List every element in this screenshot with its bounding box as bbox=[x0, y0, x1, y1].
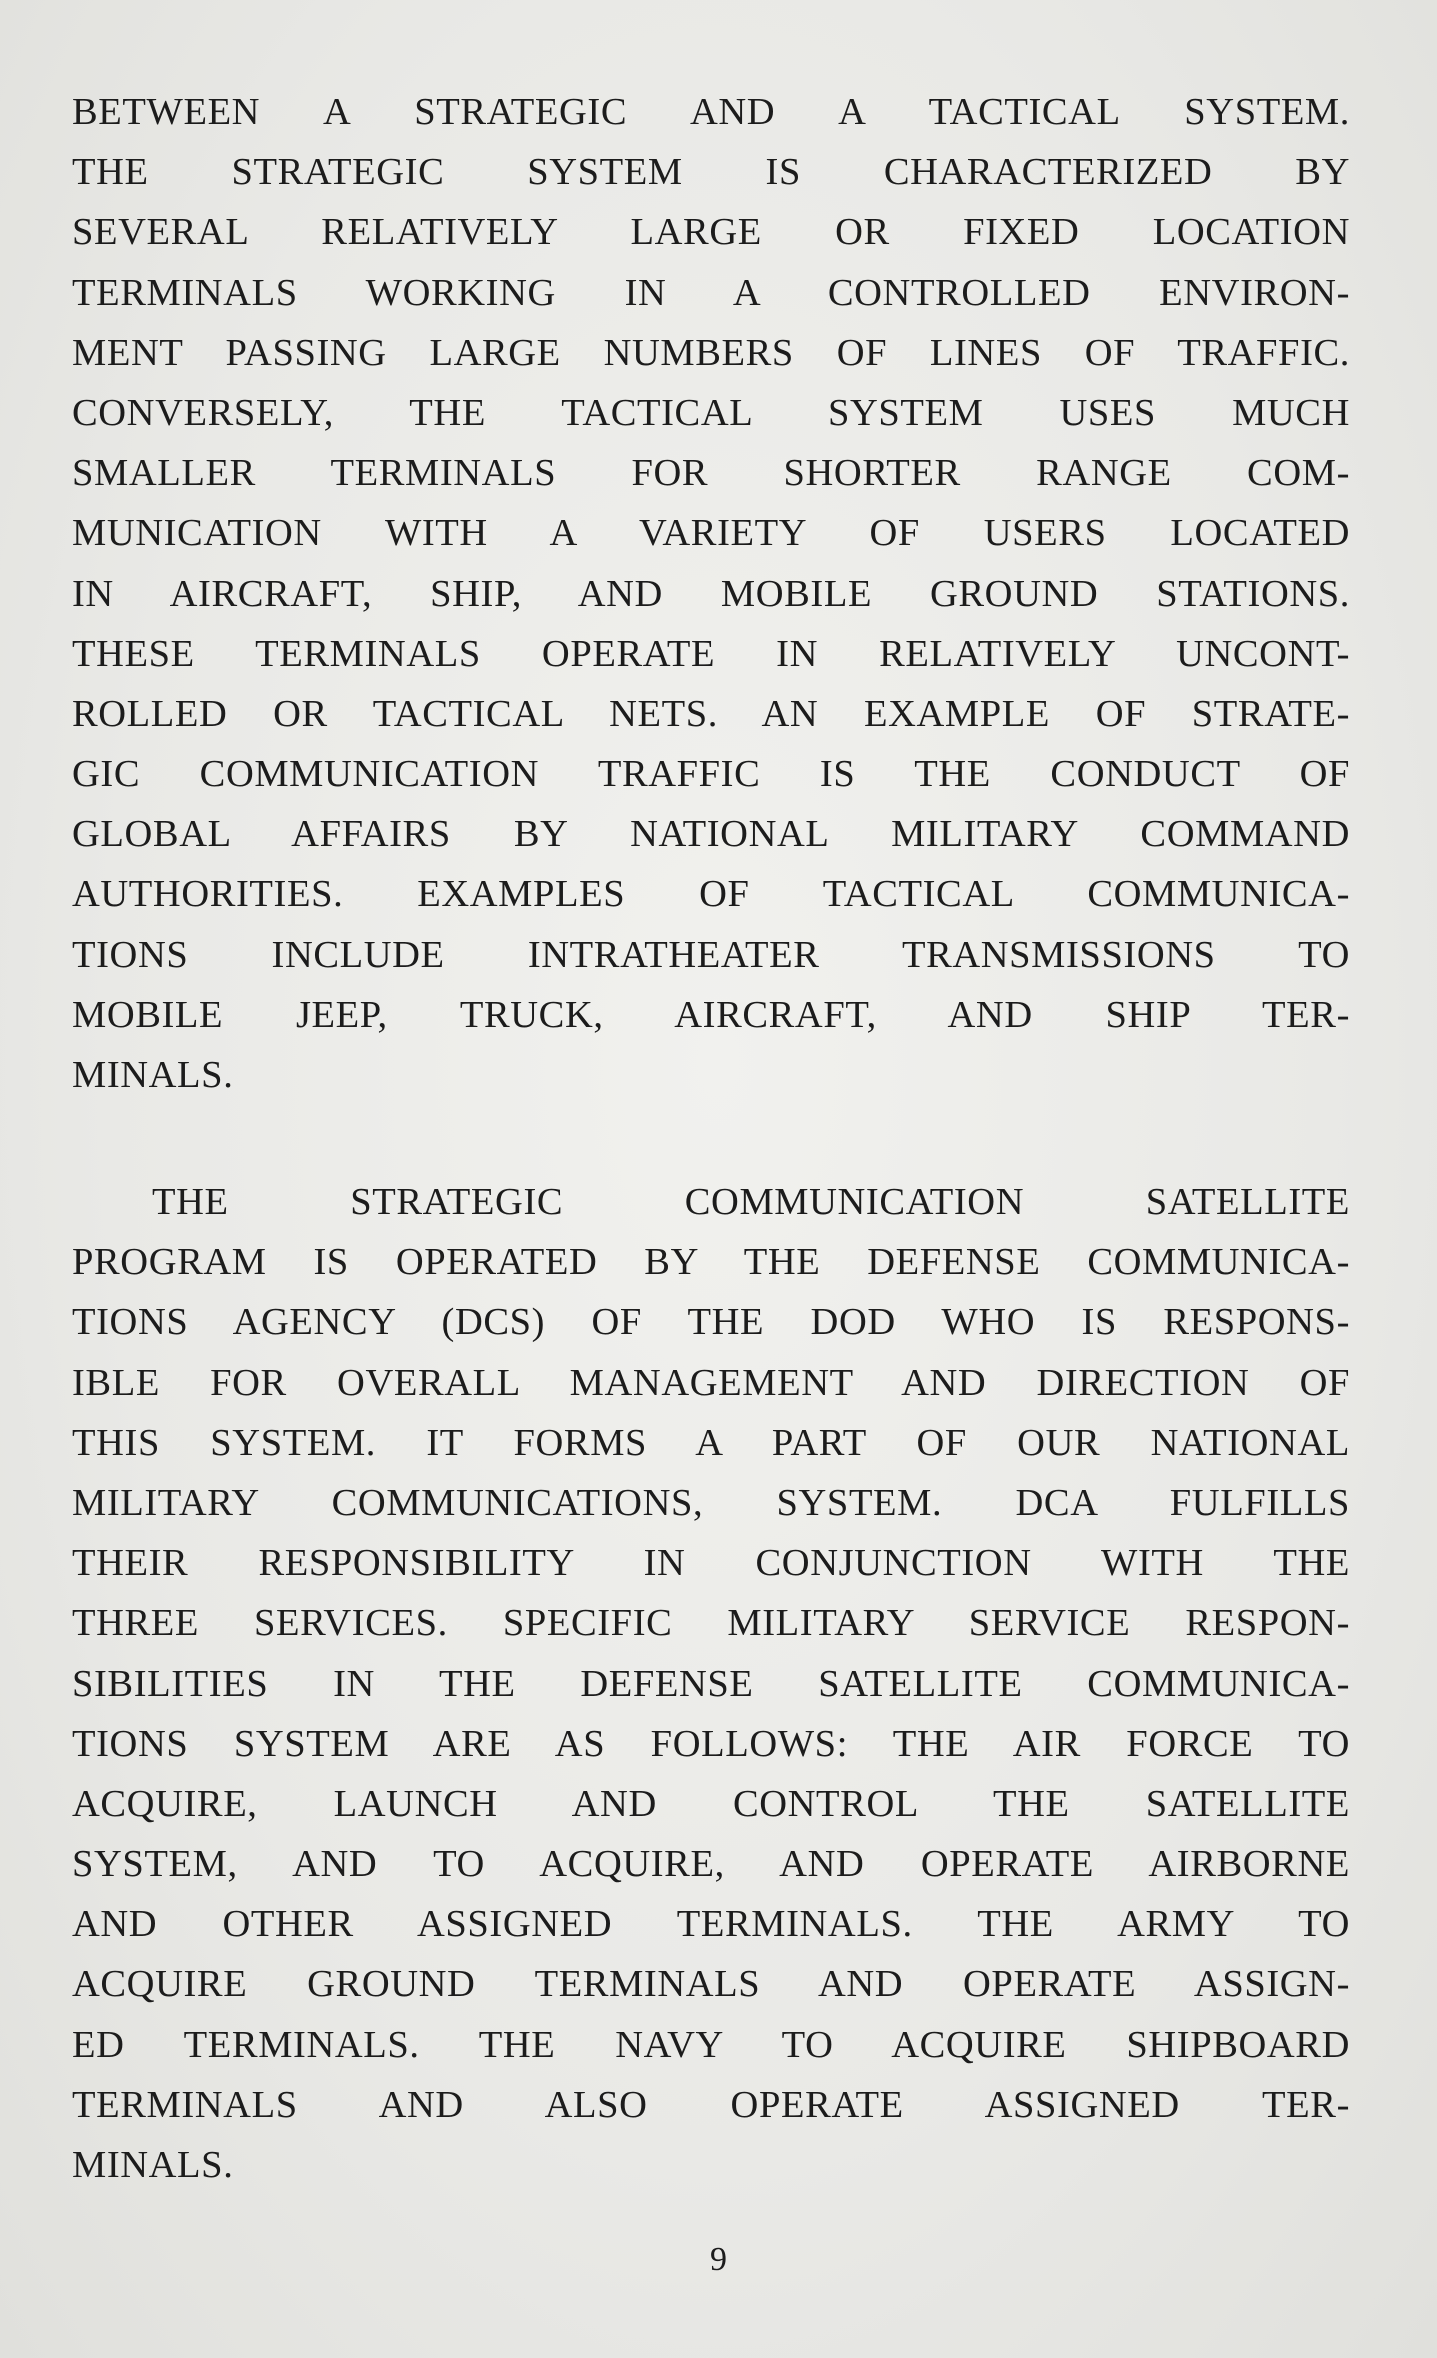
text-line: GLOBAL AFFAIRS BY NATIONAL MILITARY COMMAND bbox=[72, 813, 1350, 856]
text-line: TIONS SYSTEM ARE AS FOLLOWS: THE AIR FORCE TO bbox=[72, 1722, 1350, 1765]
text-line: IBLE FOR OVERALL MANAGEMENT AND DIRECTION OF bbox=[72, 1361, 1350, 1404]
text-line: TIONS AGENCY (DCS) OF THE DOD WHO IS RESPONS- bbox=[72, 1301, 1350, 1344]
text-line: TERMINALS AND ALSO OPERATE ASSIGNED TER- bbox=[72, 2083, 1350, 2126]
text-line: AUTHORITIES. EXAMPLES OF TACTICAL COMMUNICA- bbox=[72, 873, 1350, 916]
text-line: THEIR RESPONSIBILITY IN CONJUNCTION WITH THE bbox=[72, 1542, 1350, 1585]
text-line: SIBILITIES IN THE DEFENSE SATELLITE COMMUNICA- bbox=[72, 1662, 1350, 1705]
text-line: THE STRATEGIC COMMUNICATION SATELLITE bbox=[152, 1181, 1350, 1223]
text-line: MENT PASSING LARGE NUMBERS OF LINES OF TRAFFIC. bbox=[72, 331, 1350, 374]
text-line: MINALS. bbox=[72, 2144, 234, 2186]
page-number: 9 bbox=[710, 2241, 727, 2278]
text-line: TERMINALS WORKING IN A CONTROLLED ENVIRON- bbox=[72, 271, 1350, 314]
text-line: PROGRAM IS OPERATED BY THE DEFENSE COMMUNICA- bbox=[72, 1241, 1350, 1284]
text-line: GIC COMMUNICATION TRAFFIC IS THE CONDUCT OF bbox=[72, 753, 1350, 796]
text-line: AND OTHER ASSIGNED TERMINALS. THE ARMY TO bbox=[72, 1903, 1350, 1946]
text-line: ROLLED OR TACTICAL NETS. AN EXAMPLE OF STRATE- bbox=[72, 692, 1350, 735]
text-line: TIONS INCLUDE INTRATHEATER TRANSMISSIONS TO bbox=[72, 933, 1350, 976]
text-line: SMALLER TERMINALS FOR SHORTER RANGE COM- bbox=[72, 452, 1350, 495]
text-line: MILITARY COMMUNICATIONS, SYSTEM. DCA FULFILLS bbox=[72, 1481, 1350, 1524]
paragraph-strategic-vs-tactical bbox=[72, 82, 1350, 1105]
text-line: IN AIRCRAFT, SHIP, AND MOBILE GROUND STATIONS. bbox=[72, 572, 1350, 615]
text-line: SYSTEM, AND TO ACQUIRE, AND OPERATE AIRBORNE bbox=[72, 1843, 1350, 1886]
text-line: THE STRATEGIC SYSTEM IS CHARACTERIZED BY bbox=[72, 151, 1350, 194]
text-line: ACQUIRE, LAUNCH AND CONTROL THE SATELLITE bbox=[72, 1782, 1350, 1825]
paragraph-satellite-program bbox=[72, 1172, 1350, 2195]
text-line: MINALS. bbox=[72, 1054, 234, 1096]
text-line: THIS SYSTEM. IT FORMS A PART OF OUR NATIONAL bbox=[72, 1421, 1350, 1464]
text-line: MUNICATION WITH A VARIETY OF USERS LOCATED bbox=[72, 512, 1350, 555]
text-line: THREE SERVICES. SPECIFIC MILITARY SERVICE RESPON- bbox=[72, 1602, 1350, 1645]
text-line: BETWEEN A STRATEGIC AND A TACTICAL SYSTEM. bbox=[72, 91, 1350, 133]
text-line: THESE TERMINALS OPERATE IN RELATIVELY UNCONT- bbox=[72, 632, 1350, 675]
text-line: ED TERMINALS. THE NAVY TO ACQUIRE SHIPBOARD bbox=[72, 2023, 1350, 2066]
text-line: MOBILE JEEP, TRUCK, AIRCRAFT, AND SHIP TER- bbox=[72, 993, 1350, 1036]
text-line: SEVERAL RELATIVELY LARGE OR FIXED LOCATION bbox=[72, 211, 1350, 254]
text-line: CONVERSELY, THE TACTICAL SYSTEM USES MUCH bbox=[72, 391, 1350, 434]
text-line: ACQUIRE GROUND TERMINALS AND OPERATE ASSIGN- bbox=[72, 1963, 1350, 2006]
